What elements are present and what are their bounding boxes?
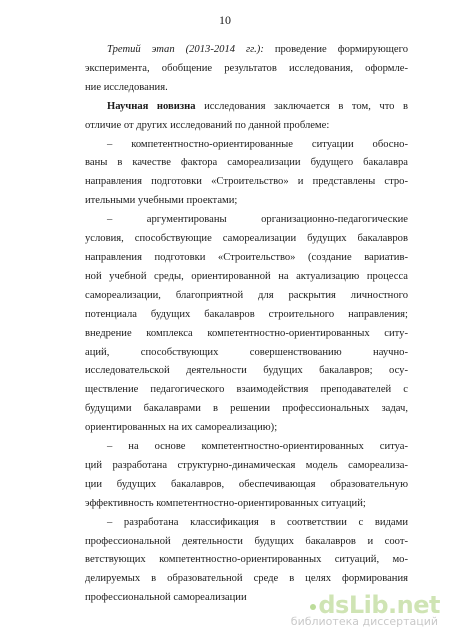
text-line: условия, способствующие самореализации будущих бакалавров bbox=[85, 233, 408, 245]
text-line: ориентированных на их самореализацию); bbox=[85, 422, 278, 434]
text-line: исследовательской деятельности будущих бакалавров; осу- bbox=[85, 365, 408, 377]
watermark-tagline: библиотека диссертаций bbox=[290, 615, 438, 628]
text-line: будущими бакалаврами в решении профессиональных задач, bbox=[85, 403, 408, 415]
text-line: отличие от других исследований по данной проблеме: bbox=[85, 119, 330, 131]
dslib-watermark bbox=[290, 591, 440, 631]
text-line: направления подготовки «Строительство» (создание вариатив- bbox=[85, 251, 408, 263]
logo-dot-icon bbox=[310, 604, 316, 610]
paragraph-item2 bbox=[85, 211, 408, 438]
document-body bbox=[85, 41, 408, 608]
text-line: эксперимента, обобщение результатов исследования, оформле- bbox=[85, 62, 408, 74]
text-line: внедрение комплекса компетентностно-ориентированных ситу- bbox=[85, 327, 408, 339]
text-line: ваны в качестве фактора самореализации будущего бакалавра bbox=[85, 157, 408, 169]
text-line: Третий этап (2013-2014 гг.): проведение формирующего bbox=[107, 44, 408, 55]
text-line: потенциала будущих бакалавров строительного направления; bbox=[85, 308, 408, 320]
page-number: 10 bbox=[219, 13, 231, 27]
paragraph-item1 bbox=[85, 136, 408, 212]
text-line: аций, способствующих совершенствованию научно- bbox=[85, 346, 408, 358]
text-line: ительными учебными проектами; bbox=[85, 195, 238, 207]
paragraph-novelty bbox=[85, 98, 408, 136]
text-line: профессиональной деятельности будущих бакалавров и соот- bbox=[85, 535, 408, 547]
text-line: делируемых в образовательной среде в целях формирования bbox=[85, 573, 408, 585]
text-line: – компетентностно-ориентированные ситуации обосно- bbox=[107, 138, 408, 150]
text-line: профессиональной самореализации bbox=[85, 592, 247, 604]
text-line: – аргументированы организационно-педагогические bbox=[107, 214, 408, 226]
text-line: ществление педагогического взаимодействия преподавателей с bbox=[85, 384, 408, 396]
text-line: Научная новизна исследования заключается в том, что в bbox=[107, 100, 408, 112]
text-line: эффективность компетентностно-ориентированных ситуаций; bbox=[85, 497, 366, 509]
bold-lead: Научная новизна bbox=[107, 100, 196, 112]
paragraph-stage3 bbox=[85, 41, 408, 98]
paragraph-item3 bbox=[85, 438, 408, 514]
text-line: ветствующих компетентностно-ориентированных ситуаций, мо- bbox=[85, 554, 408, 566]
text-line: направления подготовки «Строительство» и представлены стро- bbox=[85, 176, 408, 188]
text-line: – на основе компетентностно-ориентированных ситуа- bbox=[107, 441, 408, 453]
text-line: ций разработана структурно-динамическая модель самореализа- bbox=[85, 459, 408, 471]
text-line: – разработана классификация в соответствии с видами bbox=[107, 516, 408, 528]
watermark-logo: dsLib.net bbox=[310, 591, 440, 619]
text-line: ной учебной среды, ориентированной на актуализацию процесса bbox=[85, 270, 408, 282]
italic-lead: Третий этап (2013-2014 гг.): bbox=[107, 44, 264, 55]
text-line: ции будущих бакалавров, обеспечивающая образовательную bbox=[85, 478, 408, 490]
text-line: самореализации, благоприятной для раскрытия личностного bbox=[85, 289, 408, 301]
text-line: ние исследования. bbox=[85, 81, 168, 93]
